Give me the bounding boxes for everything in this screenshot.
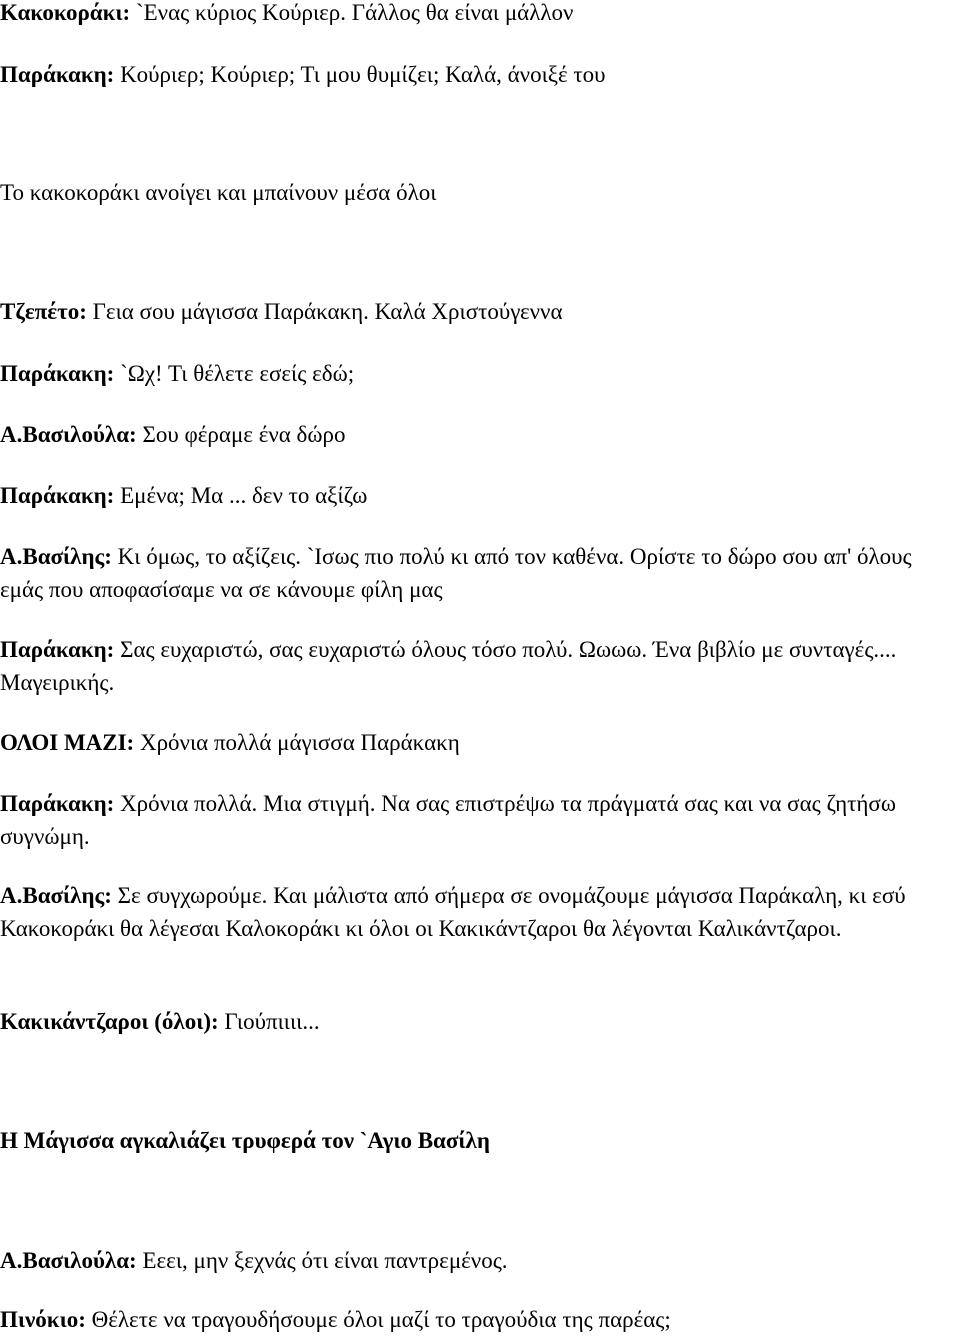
dialogue-line — [0, 1244, 958, 1277]
speaker-name: Πινόκιο: — [0, 1307, 86, 1332]
dialogue-text: Σας ευχαριστώ, σας ευχαριστώ όλους τόσο πολύ. Ωωωω. Ένα βιβλίο με συνταγές.... Μαγειρικής. — [0, 637, 897, 695]
speaker-name: Παράκακη: — [0, 791, 115, 816]
dialogue-line — [0, 633, 958, 699]
dialogue-text: Σε συγχωρούμε. Και μάλιστα από σήμερα σε ονομάζουμε μάγισσα Παράκαλη, κι εσύ Κακοκοράκι θα λέγεσαι Καλοκοράκι κι όλοι οι Κακικάντζαροι θα λέγονται Καλικάντζαροι. — [0, 883, 906, 941]
dialogue-line — [0, 726, 958, 759]
dialogue-line — [0, 58, 958, 91]
dialogue-text: `Ενας κύριος Κούριερ. Γάλλος θα είναι μάλλον — [130, 0, 574, 25]
dialogue-text: Εμένα; Μα ... δεν το αξίζω — [114, 483, 368, 508]
stage-direction — [0, 176, 958, 209]
dialogue-text: Εεει, μην ξεχνάς ότι είναι παντρεμένος. — [136, 1248, 508, 1273]
dialogue-text: Γιούπιιιι... — [218, 1009, 320, 1034]
dialogue-line — [0, 879, 958, 945]
dialogue-text: Χρόνια πολλά μάγισσα Παράκακη — [134, 730, 460, 755]
dialogue-text: Κούριερ; Κούριερ; Τι μου θυμίζει; Καλά, άνοιξέ του — [114, 62, 606, 87]
stage-direction-heading — [0, 1124, 958, 1157]
dialogue-line — [0, 0, 958, 29]
dialogue-text: Χρόνια πολλά. Μια στιγμή. Να σας επιστρέψω τα πράγματά σας και να σας ζητήσω συγνώμη. — [0, 791, 896, 849]
dialogue-text: `Ωχ! Τι θέλετε εσείς εδώ; — [114, 361, 355, 386]
direction-heading-text: Η Μάγισσα αγκαλιάζει τρυφερά τον `Αγιο Βασίλη — [0, 1128, 490, 1153]
dialogue-line — [0, 540, 958, 606]
speaker-name: ΟΛΟΙ ΜΑΖΙ: — [0, 730, 135, 755]
direction-text: Το κακοκοράκι ανοίγει και μπαίνουν μέσα όλοι — [0, 180, 437, 205]
speaker-name: Τζεπέτο: — [0, 299, 87, 324]
speaker-name: Α.Βασιλούλα: — [0, 422, 137, 447]
speaker-name: Παράκακη: — [0, 361, 115, 386]
speaker-name: Παράκακη: — [0, 483, 115, 508]
speaker-name: Α.Βασιλούλα: — [0, 1248, 137, 1273]
dialogue-text: Κι όμως, το αξίζεις. `Ισως πιο πολύ κι από τον καθένα. Ορίστε το δώρο σου απ' όλους εμάς που αποφασίσαμε να σε κάνουμε φίλη μας — [0, 544, 912, 602]
dialogue-text: Γεια σου μάγισσα Παράκακη. Καλά Χριστούγεννα — [86, 299, 563, 324]
speaker-name: Παράκακη: — [0, 637, 115, 662]
dialogue-line — [0, 295, 958, 328]
dialogue-text: Θέλετε να τραγουδήσουμε όλοι μαζί το τραγούδια της παρέας; — [85, 1307, 671, 1332]
speaker-name: Α.Βασίλης: — [0, 544, 112, 569]
dialogue-line — [0, 1303, 958, 1336]
speaker-name: Παράκακη: — [0, 62, 115, 87]
dialogue-line — [0, 357, 958, 390]
dialogue-line — [0, 787, 958, 853]
speaker-name: Κακικάντζαροι (όλοι): — [0, 1009, 219, 1034]
dialogue-line — [0, 418, 958, 451]
dialogue-text: Σου φέραμε ένα δώρο — [136, 422, 346, 447]
speaker-name: Α.Βασίλης: — [0, 883, 112, 908]
dialogue-line — [0, 1005, 958, 1038]
speaker-name: Κακοκοράκι: — [0, 0, 131, 25]
dialogue-line — [0, 479, 958, 512]
